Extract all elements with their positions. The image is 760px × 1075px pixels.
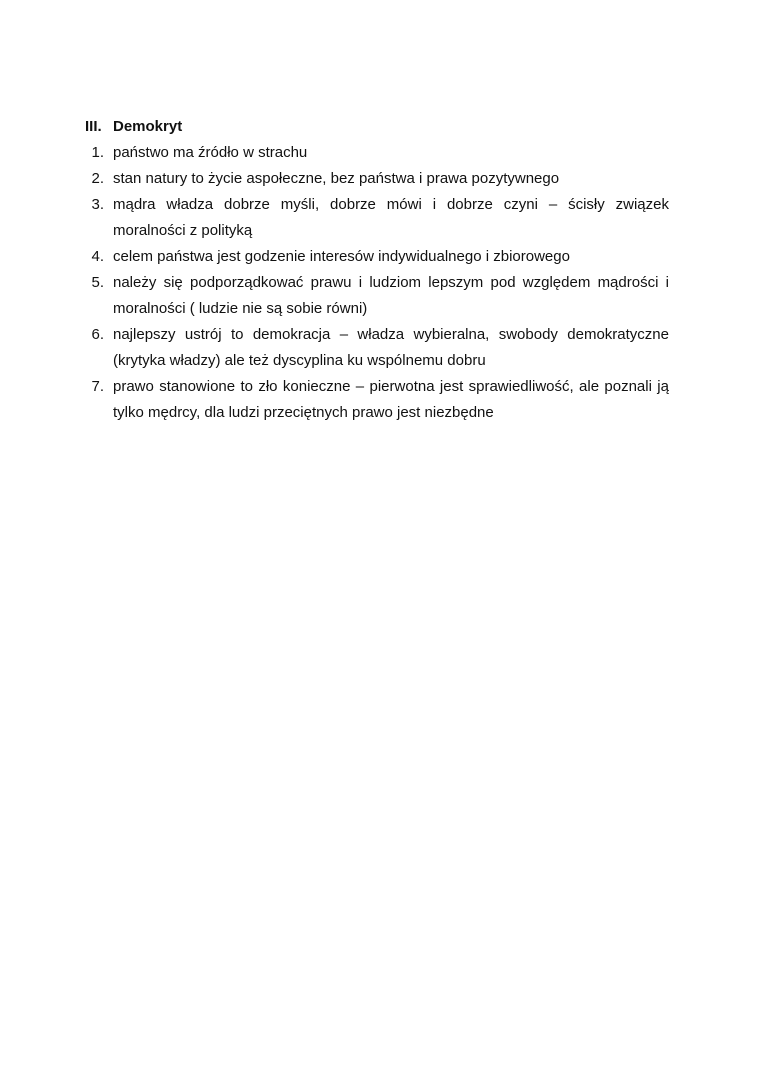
list-item-text: najlepszy ustrój to demokracja – władza wybieralna, swobody demokratyczne (krytyka władzy) ale też dyscyplina ku wspólnemu dobru bbox=[113, 326, 669, 369]
list-item-text: prawo stanowione to zło konieczne – pierwotna jest sprawiedliwość, ale poznali ją tylko mędrcy, dla ludzi przeciętnych prawo jest niezbędne bbox=[113, 378, 669, 421]
list-item bbox=[85, 270, 669, 322]
numbered-list bbox=[85, 140, 669, 426]
list-item-number: 2. bbox=[91, 170, 104, 187]
section-heading bbox=[85, 114, 669, 140]
list-item-text: celem państwa jest godzenie interesów indywidualnego i zbiorowego bbox=[113, 248, 570, 265]
list-item-text: należy się podporządkować prawu i ludziom lepszym pod względem mądrości i moralności ( ludzie nie są sobie równi) bbox=[113, 274, 669, 317]
list-item bbox=[85, 140, 669, 166]
list-item-text: mądra władza dobrze myśli, dobrze mówi i dobrze czyni – ścisły związek moralności z polityką bbox=[113, 196, 669, 239]
document-content bbox=[85, 114, 669, 426]
list-item bbox=[85, 244, 669, 270]
list-item-number: 1. bbox=[91, 144, 104, 161]
section-number: III. bbox=[85, 118, 102, 135]
list-item-text: stan natury to życie aspołeczne, bez państwa i prawa pozytywnego bbox=[113, 170, 560, 187]
list-item-number: 5. bbox=[91, 274, 104, 291]
list-item bbox=[85, 192, 669, 244]
section-title: Demokryt bbox=[113, 118, 183, 135]
list-item bbox=[85, 374, 669, 426]
list-item bbox=[85, 322, 669, 374]
list-item-number: 6. bbox=[91, 326, 104, 343]
list-item-text: państwo ma źródło w strachu bbox=[113, 144, 308, 161]
list-item bbox=[85, 166, 669, 192]
list-item-number: 3. bbox=[91, 196, 104, 213]
list-item-number: 4. bbox=[91, 248, 104, 265]
list-item-number: 7. bbox=[91, 378, 104, 395]
